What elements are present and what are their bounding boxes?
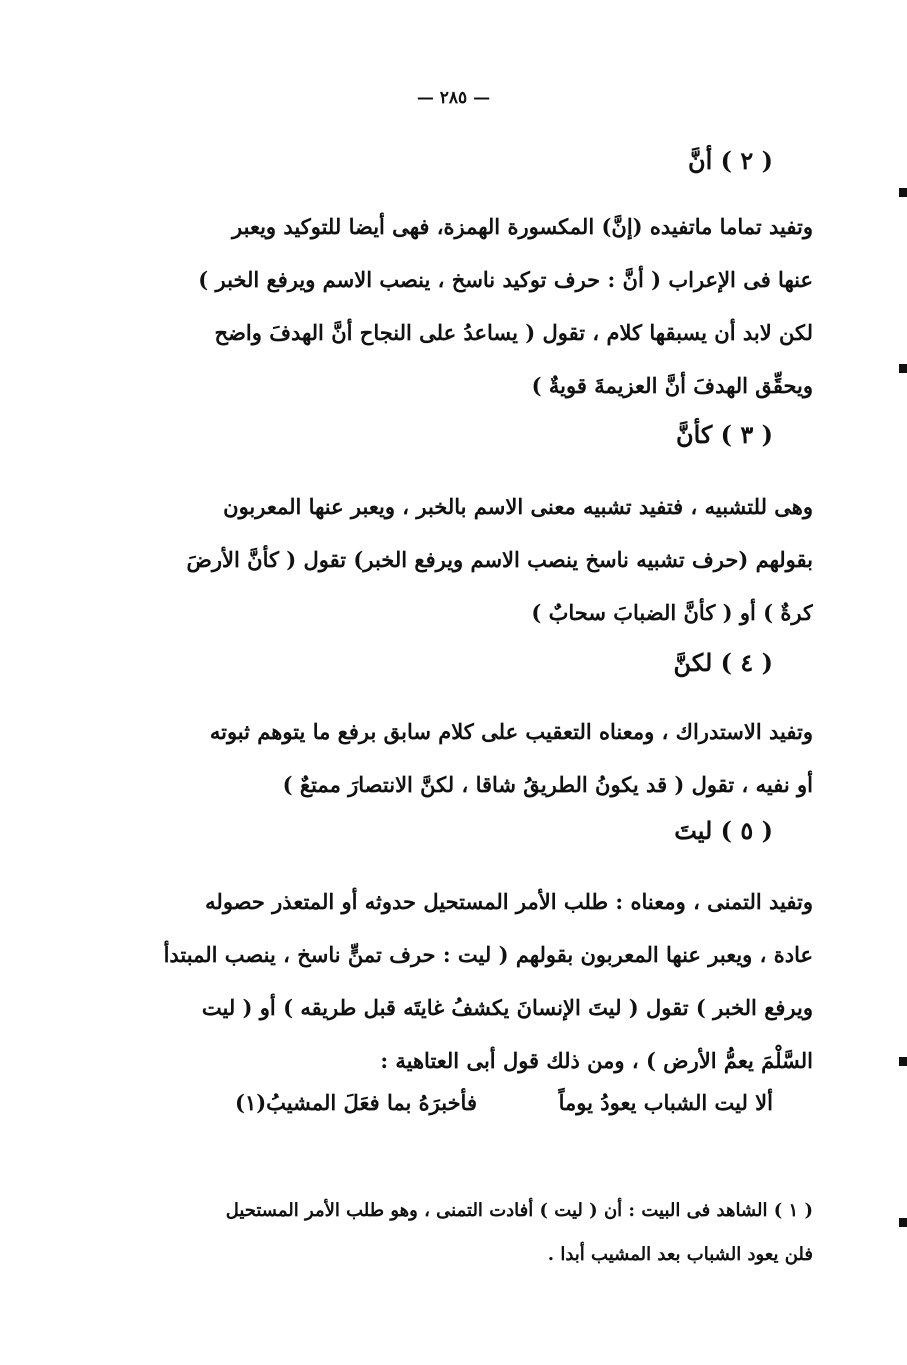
section-heading-anna: ( ٢ ) أنَّ xyxy=(688,146,773,175)
verse-second-hemistich: فأخبرَهُ بما فعَلَ المشيبُ(١) xyxy=(235,1090,477,1115)
footnote-line: فلن يعود الشباب بعد المشيب أبدا . xyxy=(547,1244,813,1265)
margin-mark xyxy=(899,1057,907,1066)
footnote-line: ( ١ ) الشاهد فى البيت : أن ( ليت ) أفادت التمنى ، وهو طلب الأمر المستحيل xyxy=(225,1200,813,1221)
margin-mark xyxy=(899,364,907,373)
paragraph-line: وتفيد تماما ماتفيده (إنَّ) المكسورة الهمزة، فهى أيضا للتوكيد ويعبر xyxy=(232,214,813,239)
page-number: — ٢٨٥ — xyxy=(416,88,491,108)
margin-mark xyxy=(899,188,907,197)
paragraph-anna xyxy=(163,200,813,412)
margin-mark xyxy=(899,1218,907,1227)
section-heading-lakinna: ( ٤ ) لكنَّ xyxy=(673,648,773,677)
paragraph-line: كرةٌ ) أو ( كأنَّ الضبابَ سحابٌ ) xyxy=(531,600,813,625)
paragraph-line: بقولهم (حرف تشبيه ناسخ ينصب الاسم ويرفع الخبر) تقول ( كأنَّ الأرضَ xyxy=(186,547,813,572)
paragraph-line: وهى للتشبيه ، فتفيد تشبيه معنى الاسم بالخبر ، ويعبر عنها المعربون xyxy=(223,494,813,519)
paragraph-line: وتفيد التمنى ، ومعناه : طلب الأمر المستحيل حدوثه أو المتعذر حصوله xyxy=(205,889,813,914)
paragraph-line: السَّلْمَ يعمُّ الأرض ) ، ومن ذلك قول أبى العتاهية : xyxy=(380,1048,813,1073)
footnote xyxy=(163,1189,813,1277)
section-heading-kaanna: ( ٣ ) كأنَّ xyxy=(675,420,773,449)
paragraph-line: أو نفيه ، تقول ( قد يكونُ الطريقُ شاقا ، لكنَّ الانتصارَ ممتعٌ ) xyxy=(282,772,813,797)
paragraph-line: لكن لابد أن يسبقها كلام ، تقول ( يساعدُ على النجاح أنَّ الهدفَ واضح xyxy=(214,320,813,345)
paragraph-line: ويحقِّق الهدفَ أنَّ العزيمةَ قويةٌ ) xyxy=(531,373,813,398)
paragraph-kaanna xyxy=(163,480,813,639)
paragraph-line: عنها فى الإعراب ( أنَّ : حرف توكيد ناسخ ، ينصب الاسم ويرفع الخبر ) xyxy=(198,267,813,292)
paragraph-line: وتفيد الاستدراك ، ومعناه التعقيب على كلام سابق برفع ما يتوهم ثبوته xyxy=(209,719,813,744)
section-heading-layta: ( ٥ ) ليتَ xyxy=(674,816,773,845)
paragraph-lakinna xyxy=(163,705,813,811)
verse-first-hemistich: ألا ليت الشباب يعودُ يوماً xyxy=(558,1090,773,1115)
paragraph-line: عادة ، ويعبر عنها المعربون بقولهم ( ليت : حرف تمنٍّ ناسخ ، ينصب المبتدأ xyxy=(163,942,813,967)
paragraph-layta xyxy=(163,875,813,1087)
paragraph-line: ويرفع الخبر ) تقول ( ليتَ الإنسانَ يكشفُ غايتَه قبل طريقه ) أو ( ليت xyxy=(201,995,813,1020)
